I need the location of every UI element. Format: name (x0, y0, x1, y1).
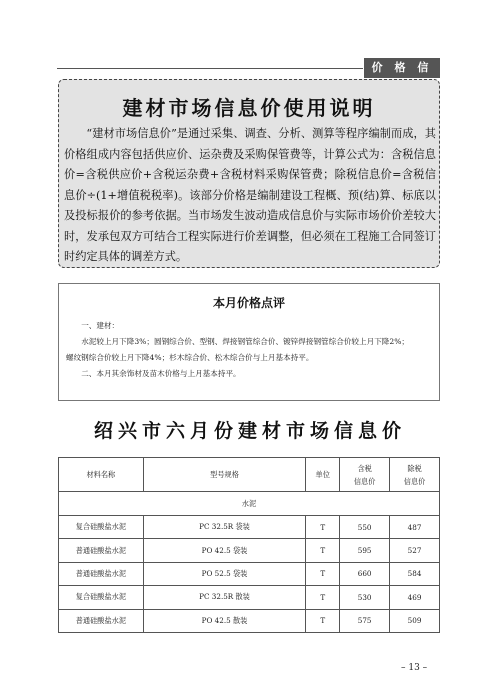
cell-unit: T (306, 539, 340, 562)
cell-name: 普通硅酸盐水泥 (59, 562, 144, 585)
cell-tax-included: 660 (340, 562, 390, 585)
cell-tax-excluded: 527 (390, 539, 440, 562)
group-label: 水泥 (59, 492, 440, 516)
cell-name: 复合硅酸盐水泥 (59, 586, 144, 609)
monthly-review-title: 本月价格点评 (212, 296, 285, 310)
cell-spec: PC 32.5R 散装 (143, 586, 306, 609)
cell-spec: PO 42.5 袋装 (143, 539, 306, 562)
table-header-row (59, 458, 440, 492)
table-row (59, 539, 440, 562)
price-list-title: 绍兴市六月份建材市场信息价 (93, 420, 406, 442)
header-line: 除税 (407, 463, 422, 473)
cell-tax-excluded: 584 (390, 562, 440, 585)
cell-name: 普通硅酸盐水泥 (59, 539, 144, 562)
header-line: 含税 (357, 463, 372, 473)
usage-guide-box (58, 79, 440, 268)
review-paragraph: 螺纹钢综合价较上月下降4%；杉木综合价、松木综合价与上月基本持平。 (66, 353, 314, 362)
cell-unit: T (306, 562, 340, 585)
cell-tax-included: 595 (340, 539, 390, 562)
usage-guide-body: “建材市场信息价”是通过采集、调查、分析、测算等程序编制而成，其价格组成内容包括供应价、运杂费及采购保管费等，计算公式为：含税信息价=含税供应价+含税运杂费+含税材料采购保管费；除税信息价=含税信息价÷(1+增值税税率)。该部分价格是编制建设工程概、预(结)算、标底以及投标报价的参考依据。当市场发生波动造成信息价与实际市场价价差较大时，发承包双方可结合工程实际进行价差调整，但必须在工程施工合同签订时约定具体的调差方式。 (64, 127, 436, 263)
column-header-tax-included (340, 458, 390, 492)
column-header-name: 材料名称 (59, 458, 144, 492)
table-row (59, 516, 440, 539)
price-table (58, 457, 440, 633)
table-group-row (59, 492, 440, 516)
cell-spec: PO 52.5 袋装 (143, 562, 306, 585)
cell-unit: T (306, 516, 340, 539)
column-header-tax-excluded (390, 458, 440, 492)
section-tab: 价 格 信 (364, 58, 440, 78)
cell-tax-included: 575 (340, 609, 390, 632)
column-header-spec: 型号规格 (143, 458, 306, 492)
usage-guide-title: 建材市场信息价使用说明 (122, 96, 376, 120)
cell-spec: PC 32.5R 袋装 (143, 516, 306, 539)
review-paragraph: 二、本月其余饰材及苗木价格与上月基本持平。 (81, 369, 241, 378)
cell-tax-included: 550 (340, 516, 390, 539)
column-header-unit: 单位 (306, 458, 340, 492)
table-row (59, 609, 440, 632)
cell-spec: PO 42.5 散装 (143, 609, 306, 632)
cell-tax-excluded: 487 (390, 516, 440, 539)
monthly-review-box (58, 283, 440, 401)
header-line: 信息价 (403, 476, 426, 486)
table-row (59, 586, 440, 609)
cell-tax-excluded: 509 (390, 609, 440, 632)
review-paragraph: 一、建材： (81, 321, 120, 330)
cell-name: 普通硅酸盐水泥 (59, 609, 144, 632)
review-paragraph: 水泥较上月下降3%；圆钢综合价、型钢、焊接钢管综合价、镀锌焊接钢管综合价较上月下降2%； (81, 337, 410, 346)
cell-name: 复合硅酸盐水泥 (59, 516, 144, 539)
cell-tax-excluded: 469 (390, 586, 440, 609)
page-number: – 13 – (401, 663, 428, 673)
cell-tax-included: 530 (340, 586, 390, 609)
monthly-review-body (66, 318, 434, 382)
header-line: 信息价 (353, 476, 376, 486)
cell-unit: T (306, 609, 340, 632)
table-row (59, 562, 440, 585)
cell-unit: T (306, 586, 340, 609)
header-rule (57, 68, 363, 69)
